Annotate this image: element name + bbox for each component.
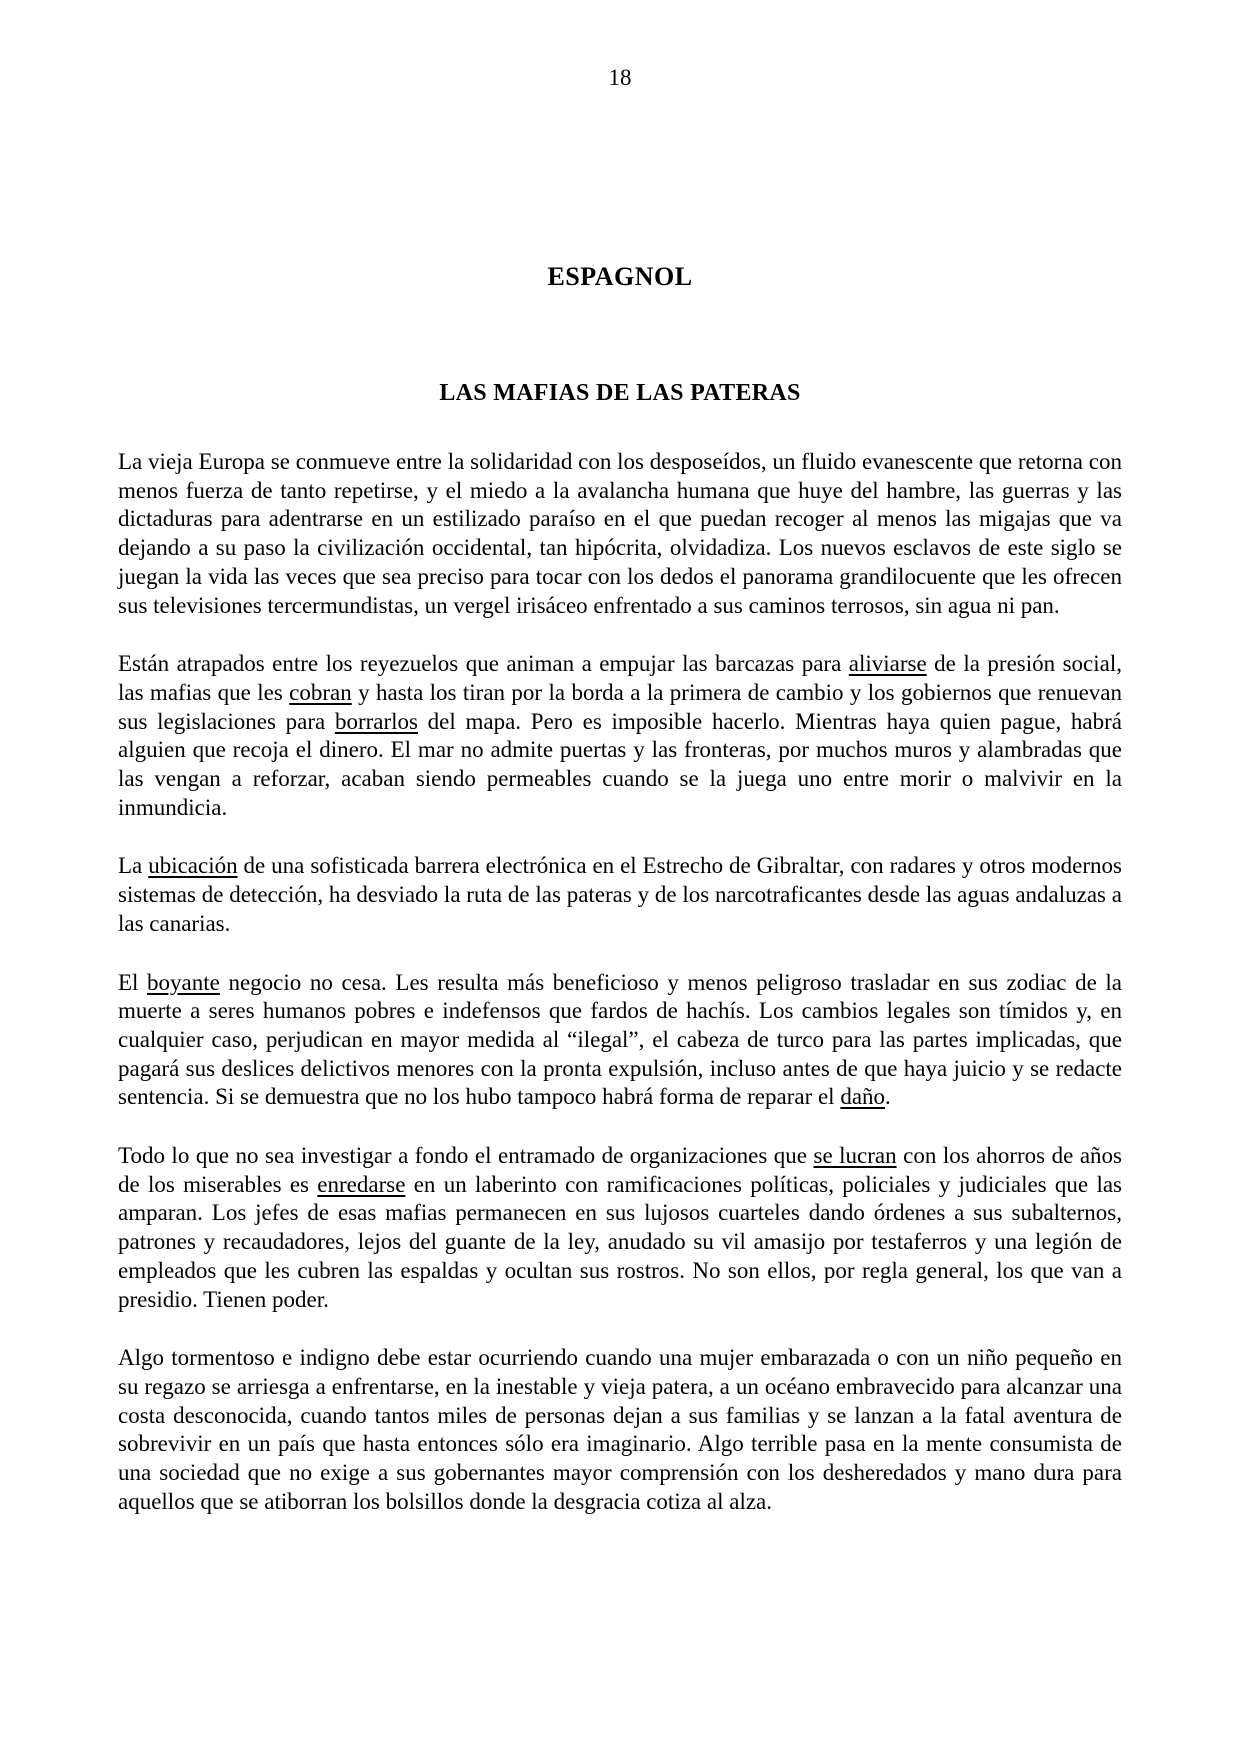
- underlined-term: ubicación: [148, 853, 238, 879]
- text-run: de una sofisticada barrera electrónica en el Estrecho de Gibraltar, con radares y otros modernos sistemas de detección, ha desviado la ruta de las pateras y de los narcotraficantes desde las aguas andaluzas a las canarias.: [118, 853, 1122, 936]
- text-run: El: [118, 969, 148, 995]
- paragraph: [118, 448, 1122, 620]
- text-run: .: [885, 1084, 891, 1110]
- text-run: negocio no cesa. Les resulta más beneficioso y menos peligroso trasladar en sus zodiac de la muerte a seres humanos pobres e indefensos que fardos de hachís. Los cambios legales son tímidos y, en cualquier caso, perjudican en mayor medida al “ilegal”, el cabeza de turco para las partes implicadas, que pagará sus deslices delictivos menores con la pronta expulsión, incluso antes de que haya juicio y se redacte sentencia. Si se demuestra que no los hubo tampoco habrá forma de reparar el: [118, 969, 1122, 1110]
- text-run: con los ahorros de años de los miserables es: [118, 1143, 1122, 1197]
- underlined-term: aliviarse: [848, 651, 927, 677]
- text-run: del mapa. Pero es imposible hacerlo. Mientras haya quien pague, habrá alguien que recoja el dinero. El mar no admite puertas y las fronteras, por muchos muros y alambradas que las vengan a reforzar, acaban siendo permeables cuando se la juega uno entre morir o malvivir en la inmundicia.: [118, 708, 1122, 820]
- underlined-term: se lucran: [813, 1143, 897, 1169]
- underlined-term: boyante: [147, 969, 220, 995]
- article-body: [118, 448, 1122, 1547]
- paragraph: [118, 852, 1122, 938]
- underlined-term: cobran: [289, 679, 352, 705]
- text-run: en un laberinto con ramificaciones políticas, policiales y judiciales que las amparan. Los jefes de esas mafias permanecen en sus lujosos cuarteles dando órdenes a sus subalternos, patrones y recaudadores, lejos del guante de la ley, anudado su vil amasijo por testaferros y una legión de empleados que les cubren las espaldas y ocultan sus rostros. No son ellos, por regla general, los que van a presidio. Tienen poder.: [118, 1171, 1122, 1312]
- underlined-term: enredarse: [317, 1171, 406, 1197]
- text-run: de la presión social, las mafias que les: [118, 651, 1122, 705]
- paragraph: [118, 1142, 1122, 1314]
- text-run: La vieja Europa se conmueve entre la solidaridad con los desposeídos, un fluido evanescente que retorna con menos fuerza de tanto repetirse, y el miedo a la avalancha humana que huye del hambre, las guerras y las dictaduras para adentrarse en un estilizado paraíso en el que puedan recoger al menos las migajas que va dejando a su paso la civilización occidental, tan hipócrita, olvidadiza. Los nuevos esclavos de este siglo se juegan la vida las veces que sea preciso para tocar con los dedos el panorama grandilocuente que les ofrecen sus televisiones tercermundistas, un vergel irisáceo enfrentado a sus caminos terrosos, sin agua ni pan.: [118, 449, 1122, 618]
- text-run: La: [118, 853, 149, 879]
- text-run: Algo tormentoso e indigno debe estar ocurriendo cuando una mujer embarazada o con un niño pequeño en su regazo se arriesga a enfrentarse, en la inestable y vieja patera, a un océano embravecido para alcanzar una costa desconocida, cuando tantos miles de personas dejan a sus familias y se lanzan a la fatal aventura de sobrevivir en un país que hasta entonces sólo era imaginario. Algo terrible pasa en la mente consumista de una sociedad que no exige a sus gobernantes mayor comprensión con los desheredados y mano dura para aquellos que se atiborran los bolsillos donde la desgracia cotiza al alza.: [118, 1345, 1122, 1514]
- text-run: y hasta los tiran por la borda a la primera de cambio y los gobiernos que renuevan sus legislaciones para: [118, 679, 1122, 734]
- text-run: Están atrapados entre los reyezuelos que animan a empujar las barcazas para: [118, 651, 849, 677]
- article-title: LAS MAFIAS DE LAS PATERAS: [439, 380, 801, 406]
- text-run: Todo lo que no sea investigar a fondo el entramado de organizaciones que: [118, 1143, 814, 1169]
- paragraph: [118, 650, 1122, 822]
- page-number: 18: [608, 65, 632, 90]
- paragraph: [118, 1344, 1122, 1516]
- underlined-term: borrarlos: [334, 708, 418, 734]
- page-title: ESPAGNOL: [547, 262, 693, 291]
- paragraph: [118, 969, 1122, 1113]
- underlined-term: daño: [840, 1084, 886, 1110]
